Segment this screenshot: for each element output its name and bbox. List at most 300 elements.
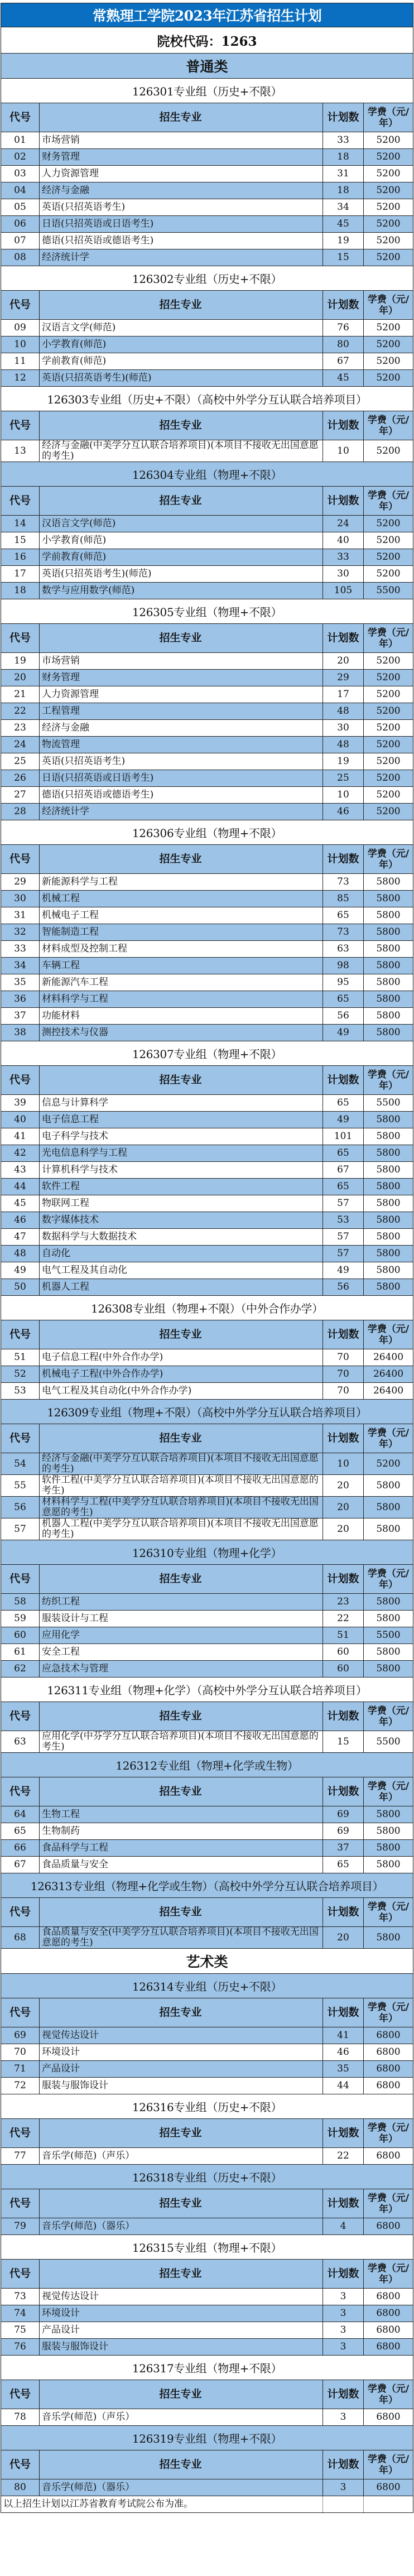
tuition-fee: 5800 <box>376 1281 401 1292</box>
tuition-fee: 26400 <box>373 1368 404 1380</box>
column-header-code: 代号 <box>1 1898 40 1926</box>
major-code: 64 <box>1 1806 40 1823</box>
plan-count: 48 <box>323 703 364 719</box>
group-heading: 126309专业组（物理+不限）（高校中外学分互认联合培养项目） <box>1 1400 413 1424</box>
tuition-fee: 5200 <box>376 655 401 666</box>
major-name: 经济统计学 <box>40 249 323 266</box>
major-name: 电子科学与技术 <box>40 1128 323 1145</box>
major-code: 77 <box>1 2148 40 2164</box>
table-header-row <box>1 1998 413 2027</box>
plan-count: 45 <box>323 370 364 386</box>
empty-cell <box>364 2496 413 2512</box>
table-row <box>1 1475 413 1497</box>
table-row <box>1 2061 413 2078</box>
major-name: 市场营销 <box>40 132 323 148</box>
column-header-major: 招生专业 <box>40 1066 323 1094</box>
table-row <box>1 1145 413 1162</box>
table-row <box>1 1627 413 1644</box>
plan-count: 45 <box>323 216 364 232</box>
tuition-fee: 5800 <box>376 1114 401 1125</box>
column-header-code: 代号 <box>1 1424 40 1453</box>
plan-count: 41 <box>323 2027 364 2044</box>
table-header-row <box>1 1424 413 1453</box>
major-code: 37 <box>1 1008 40 1024</box>
major-code: 36 <box>1 991 40 1007</box>
major-name: 视觉传达设计 <box>40 2027 323 2044</box>
major-code: 46 <box>1 1212 40 1228</box>
table-row <box>1 1497 413 1518</box>
table-header-row <box>1 1320 413 1349</box>
table-row <box>1 440 413 462</box>
tuition-fee: 6800 <box>376 2046 401 2058</box>
table-row <box>1 991 413 1008</box>
major-name: 应急技术与管理 <box>40 1661 323 1677</box>
tuition-fee: 5200 <box>376 689 401 700</box>
column-header-code: 代号 <box>1 2380 40 2409</box>
plan-count: 18 <box>323 182 364 199</box>
tuition-fee: 5200 <box>376 756 401 767</box>
table-row <box>1 804 413 820</box>
table-row <box>1 320 413 337</box>
plan-count: 44 <box>323 2078 364 2094</box>
column-header-fee: 学费（元/年） <box>367 294 410 316</box>
table-row <box>1 1383 413 1400</box>
table-row <box>1 1279 413 1296</box>
column-header-plan: 计划数 <box>323 291 364 319</box>
major-name: 环境设计 <box>40 2305 323 2322</box>
major-name: 物流管理 <box>40 737 323 753</box>
major-name: 汉语言文学(师范) <box>40 320 323 336</box>
group-heading: 126308专业组（物理+不限）（中外合作办学） <box>1 1296 413 1320</box>
major-name: 产品设计 <box>40 2322 323 2338</box>
table-row <box>1 233 413 249</box>
major-code: 38 <box>1 1025 40 1041</box>
group-heading: 126305专业组（物理+不限） <box>1 599 413 624</box>
tuition-fee: 5200 <box>376 722 401 733</box>
plan-count: 65 <box>323 1179 364 1195</box>
column-header-major: 招生专业 <box>40 1777 323 1806</box>
group-heading: 126312专业组（物理+化学或生物） <box>1 1753 413 1777</box>
table-header-row <box>1 2189 413 2218</box>
plan-count: 95 <box>323 974 364 991</box>
major-name: 机械电子工程(中外合作办学) <box>40 1366 323 1382</box>
footnote-row <box>1 2496 413 2513</box>
plan-count: 80 <box>323 337 364 353</box>
column-header-fee: 学费（元/年） <box>367 848 410 871</box>
column-header-fee: 学费（元/年） <box>367 1705 410 1728</box>
table-header-row <box>1 291 413 320</box>
tuition-fee: 5800 <box>376 876 401 887</box>
major-code: 51 <box>1 1349 40 1366</box>
plan-count: 3 <box>323 2479 364 2496</box>
major-code: 03 <box>1 166 40 182</box>
major-code: 02 <box>1 149 40 165</box>
table-row <box>1 2339 413 2356</box>
major-code: 15 <box>1 532 40 549</box>
tuition-fee: 5800 <box>376 1931 401 1943</box>
tuition-fee: 5800 <box>376 1010 401 1021</box>
major-name: 人力资源管理 <box>40 686 323 703</box>
major-code: 73 <box>1 2289 40 2305</box>
major-name: 环境设计 <box>40 2044 323 2060</box>
major-code: 65 <box>1 1823 40 1839</box>
table-row <box>1 1262 413 1279</box>
major-name: 经济与金融 <box>40 182 323 199</box>
group-heading: 126310专业组（物理+化学） <box>1 1540 413 1565</box>
tuition-fee: 6800 <box>376 2030 401 2041</box>
column-header-major: 招生专业 <box>40 624 323 652</box>
plan-count: 20 <box>323 1518 364 1540</box>
table-row <box>1 1112 413 1128</box>
major-code: 11 <box>1 353 40 369</box>
tuition-fee: 5200 <box>376 772 401 784</box>
tuition-fee: 5200 <box>376 551 401 563</box>
table-row <box>1 1857 413 1873</box>
plan-count: 56 <box>323 1279 364 1295</box>
table-row <box>1 1008 413 1025</box>
major-name: 材料科学与工程 <box>40 991 323 1007</box>
table-row <box>1 1246 413 1262</box>
tuition-fee: 5200 <box>376 235 401 246</box>
column-header-plan: 计划数 <box>323 1898 364 1926</box>
column-header-fee: 学费（元/年） <box>367 1069 410 1092</box>
table-row <box>1 2289 413 2305</box>
plan-count: 30 <box>323 566 364 582</box>
plan-count: 29 <box>323 670 364 686</box>
major-code: 31 <box>1 907 40 924</box>
plan-count: 3 <box>323 2322 364 2338</box>
group-heading: 126316专业组（历史+不限） <box>1 2094 413 2119</box>
table-row <box>1 1823 413 1840</box>
major-code: 56 <box>1 1497 40 1518</box>
table-row <box>1 1840 413 1857</box>
tuition-fee: 5200 <box>376 218 401 229</box>
major-code: 44 <box>1 1179 40 1195</box>
plan-count: 70 <box>323 1383 364 1399</box>
major-code: 35 <box>1 974 40 991</box>
plan-count: 35 <box>323 2061 364 2077</box>
major-name: 汉语言文学(师范) <box>40 516 323 532</box>
group-heading: 126307专业组（物理+不限） <box>1 1041 413 1066</box>
table-row <box>1 2148 413 2165</box>
major-name: 财务管理 <box>40 149 323 165</box>
major-name: 数据科学与大数据技术 <box>40 1229 323 1245</box>
plan-count: 15 <box>323 249 364 266</box>
tuition-fee: 6800 <box>376 2063 401 2074</box>
table-row <box>1 199 413 216</box>
major-name: 产品设计 <box>40 2061 323 2077</box>
major-name: 服装设计与工程 <box>40 1611 323 1627</box>
section-heading: 普通类 <box>1 54 413 79</box>
plan-count: 49 <box>323 1025 364 1041</box>
major-name: 信息与计算科学 <box>40 1095 323 1111</box>
table-row <box>1 1162 413 1179</box>
table-row <box>1 532 413 549</box>
plan-count: 105 <box>323 583 364 599</box>
tuition-fee: 5800 <box>376 1214 401 1225</box>
plan-count: 63 <box>323 941 364 957</box>
column-header-code: 代号 <box>1 103 40 132</box>
group-heading: 126318专业组（历史+不限） <box>1 2165 413 2189</box>
column-header-plan: 计划数 <box>323 487 364 515</box>
tuition-fee: 5200 <box>376 185 401 196</box>
plan-count: 25 <box>323 770 364 786</box>
plan-count: 34 <box>323 199 364 215</box>
major-name: 生物制药 <box>40 1823 323 1839</box>
table-row <box>1 1594 413 1611</box>
major-name: 音乐学(师范)（器乐） <box>40 2218 323 2234</box>
tuition-fee: 6800 <box>376 2080 401 2091</box>
tuition-fee: 5800 <box>376 893 401 904</box>
group-heading: 126313专业组（物理+化学或生物）（高校中外学分互认联合培养项目） <box>1 1873 413 1898</box>
table-row <box>1 149 413 166</box>
column-header-fee: 学费（元/年） <box>367 627 410 650</box>
major-name: 应用化学 <box>40 1627 323 1643</box>
tuition-fee: 5800 <box>376 993 401 1005</box>
plan-count: 49 <box>323 1262 364 1279</box>
major-name: 纺织工程 <box>40 1594 323 1610</box>
table-row <box>1 549 413 566</box>
table-row <box>1 686 413 703</box>
table-row <box>1 941 413 958</box>
plan-count: 76 <box>323 320 364 336</box>
tuition-fee: 6800 <box>376 2411 401 2423</box>
tuition-fee: 5800 <box>376 1596 401 1607</box>
tuition-fee: 5800 <box>376 1809 401 1820</box>
table-header-row <box>1 487 413 516</box>
major-name: 小学教育(师范) <box>40 532 323 549</box>
tuition-fee: 5800 <box>376 1523 401 1535</box>
major-name: 新能源汽车工程 <box>40 974 323 991</box>
table-row <box>1 1644 413 1661</box>
column-header-fee: 学费（元/年） <box>367 1780 410 1803</box>
major-name: 材料科学与工程(中美学分互认联合培养项目)(本项目不接收无出国意愿的考生) <box>40 1497 323 1518</box>
plan-count: 22 <box>323 2148 364 2164</box>
major-name: 英语(只招英语考生)(师范) <box>40 370 323 386</box>
major-code: 19 <box>1 653 40 669</box>
column-header-code: 代号 <box>1 1998 40 2027</box>
major-code: 32 <box>1 924 40 940</box>
table-row <box>1 1195 413 1212</box>
column-header-plan: 计划数 <box>323 1998 364 2027</box>
column-header-major: 招生专业 <box>40 1320 323 1349</box>
tuition-fee: 26400 <box>373 1385 404 1396</box>
section-heading: 艺术类 <box>1 1949 413 1974</box>
major-code: 17 <box>1 566 40 582</box>
table-header-row <box>1 1565 413 1594</box>
tuition-fee: 5800 <box>376 1231 401 1242</box>
tuition-fee: 5200 <box>376 134 401 146</box>
major-code: 50 <box>1 1279 40 1295</box>
tuition-fee: 5800 <box>376 1131 401 1142</box>
table-row <box>1 1349 413 1366</box>
major-code: 80 <box>1 2479 40 2496</box>
major-name: 学前教育(师范) <box>40 353 323 369</box>
plan-count: 33 <box>323 132 364 148</box>
major-name: 德语(只招英语或德语考生) <box>40 233 323 249</box>
major-name: 电子信息工程(中外合作办学) <box>40 1349 323 1366</box>
table-row <box>1 1366 413 1383</box>
tuition-fee: 5200 <box>376 789 401 800</box>
plan-count: 69 <box>323 1823 364 1839</box>
column-header-plan: 计划数 <box>323 1702 364 1731</box>
plan-count: 19 <box>323 233 364 249</box>
major-name: 服装与服饰设计 <box>40 2078 323 2094</box>
plan-count: 46 <box>323 804 364 820</box>
major-code: 70 <box>1 2044 40 2060</box>
tuition-fee: 5200 <box>376 168 401 179</box>
major-name: 音乐学(师范)（声乐） <box>40 2409 323 2425</box>
major-code: 09 <box>1 320 40 336</box>
plan-count: 20 <box>323 1475 364 1496</box>
column-header-fee: 学费（元/年） <box>367 2453 410 2476</box>
major-name: 材料成型及控制工程 <box>40 941 323 957</box>
plan-count: 33 <box>323 549 364 565</box>
major-name: 英语(只招英语考生) <box>40 199 323 215</box>
footnote: 以上招生计划以江苏省教育考试院公布为准。 <box>1 2496 323 2512</box>
table-row <box>1 891 413 907</box>
plan-count: 46 <box>323 2044 364 2060</box>
table-row <box>1 1518 413 1540</box>
column-header-code: 代号 <box>1 1777 40 1806</box>
table-row <box>1 2479 413 2496</box>
plan-count: 15 <box>323 1731 364 1752</box>
column-header-code: 代号 <box>1 2189 40 2218</box>
column-header-fee: 学费（元/年） <box>367 2192 410 2215</box>
table-header-row <box>1 411 413 440</box>
major-name: 新能源科学与工程 <box>40 874 323 890</box>
column-header-code: 代号 <box>1 2260 40 2288</box>
tuition-fee: 5800 <box>376 960 401 971</box>
group-heading: 126311专业组（物理+化学）（高校中外学分互认联合培养项目） <box>1 1678 413 1702</box>
major-name: 软件工程(中美学分互认联合培养项目)(本项目不接收无出国意愿的考生) <box>40 1475 323 1496</box>
column-header-code: 代号 <box>1 624 40 652</box>
major-name: 数学与应用数学(师范) <box>40 583 323 599</box>
tuition-fee: 5800 <box>376 977 401 988</box>
major-name: 视觉传达设计 <box>40 2289 323 2305</box>
column-header-plan: 计划数 <box>323 2189 364 2218</box>
major-code: 16 <box>1 549 40 565</box>
major-name: 经济与金融(中美学分互认联合培养项目)(本项目不接收无出国意愿的考生) <box>40 1453 323 1474</box>
table-body <box>1 54 413 2496</box>
column-header-plan: 计划数 <box>323 2380 364 2409</box>
major-name: 机械工程 <box>40 891 323 907</box>
major-code: 62 <box>1 1661 40 1677</box>
major-code: 55 <box>1 1475 40 1496</box>
tuition-fee: 6800 <box>376 2150 401 2161</box>
major-code: 40 <box>1 1112 40 1128</box>
column-header-major: 招生专业 <box>40 103 323 132</box>
table-header-row <box>1 2380 413 2409</box>
tuition-fee: 5800 <box>376 943 401 954</box>
major-code: 47 <box>1 1229 40 1245</box>
plan-count: 57 <box>323 1195 364 1212</box>
plan-count: 67 <box>323 353 364 369</box>
plan-count: 20 <box>323 1927 364 1948</box>
group-heading: 126306专业组（物理+不限） <box>1 820 413 845</box>
tuition-fee: 5200 <box>376 739 401 750</box>
plan-count: 3 <box>323 2409 364 2425</box>
table-header-row <box>1 2119 413 2148</box>
column-header-code: 代号 <box>1 1320 40 1349</box>
table-row <box>1 2305 413 2322</box>
table-row <box>1 1661 413 1678</box>
table-row <box>1 182 413 199</box>
major-name: 安全工程 <box>40 1644 323 1660</box>
plan-count: 101 <box>323 1128 364 1145</box>
plan-count: 70 <box>323 1349 364 1366</box>
table-row <box>1 1212 413 1229</box>
major-name: 数字媒体技术 <box>40 1212 323 1228</box>
column-header-plan: 计划数 <box>323 2260 364 2288</box>
major-name: 电气工程及其自动化(中外合作办学) <box>40 1383 323 1399</box>
plan-count: 20 <box>323 1497 364 1518</box>
tuition-fee: 6800 <box>376 2482 401 2493</box>
major-code: 26 <box>1 770 40 786</box>
tuition-fee: 5500 <box>376 1736 401 1747</box>
major-code: 23 <box>1 720 40 736</box>
plan-count: 57 <box>323 1229 364 1245</box>
column-header-major: 招生专业 <box>40 411 323 440</box>
plan-count: 51 <box>323 1627 364 1643</box>
column-header-fee: 学费（元/年） <box>367 1568 410 1590</box>
major-code: 27 <box>1 787 40 803</box>
tuition-fee: 5800 <box>376 1859 401 1870</box>
major-code: 59 <box>1 1611 40 1627</box>
table-row <box>1 216 413 233</box>
tuition-fee: 5200 <box>376 322 401 333</box>
column-header-plan: 计划数 <box>323 1777 364 1806</box>
major-code: 72 <box>1 2078 40 2094</box>
major-name: 日语(只招英语或日语考生) <box>40 770 323 786</box>
column-header-fee: 学费（元/年） <box>367 2122 410 2145</box>
column-header-code: 代号 <box>1 487 40 515</box>
group-heading: 126319专业组（物理+不限） <box>1 2426 413 2450</box>
table-row <box>1 720 413 737</box>
major-name: 电子信息工程 <box>40 1112 323 1128</box>
column-header-major: 招生专业 <box>40 487 323 515</box>
plan-count: 60 <box>323 1644 364 1660</box>
table-row <box>1 1229 413 1246</box>
table-row <box>1 249 413 266</box>
major-code: 63 <box>1 1731 40 1752</box>
major-name: 应用化学(中芬学分互认联合培养项目)(本项目不接收无出国意愿的考生) <box>40 1731 323 1752</box>
plan-count: 31 <box>323 166 364 182</box>
major-code: 28 <box>1 804 40 820</box>
plan-count: 4 <box>323 2218 364 2234</box>
tuition-fee: 26400 <box>373 1352 404 1363</box>
table-header-row <box>1 1702 413 1731</box>
tuition-fee: 6800 <box>376 2221 401 2232</box>
plan-count: 3 <box>323 2305 364 2322</box>
major-name: 英语(只招英语考生) <box>40 753 323 770</box>
major-code: 52 <box>1 1366 40 1382</box>
tuition-fee: 5800 <box>376 1265 401 1276</box>
major-code: 42 <box>1 1145 40 1161</box>
major-code: 78 <box>1 2409 40 2425</box>
table-header-row <box>1 1066 413 1095</box>
major-code: 22 <box>1 703 40 719</box>
table-row <box>1 1806 413 1823</box>
major-name: 测控技术与仪器 <box>40 1025 323 1041</box>
tuition-fee: 5200 <box>376 445 401 456</box>
group-heading: 126317专业组（物理+不限） <box>1 2356 413 2380</box>
major-code: 24 <box>1 737 40 753</box>
plan-count: 18 <box>323 149 364 165</box>
column-header-code: 代号 <box>1 2450 40 2479</box>
tuition-fee: 6800 <box>376 2308 401 2319</box>
table-header-row <box>1 2450 413 2479</box>
